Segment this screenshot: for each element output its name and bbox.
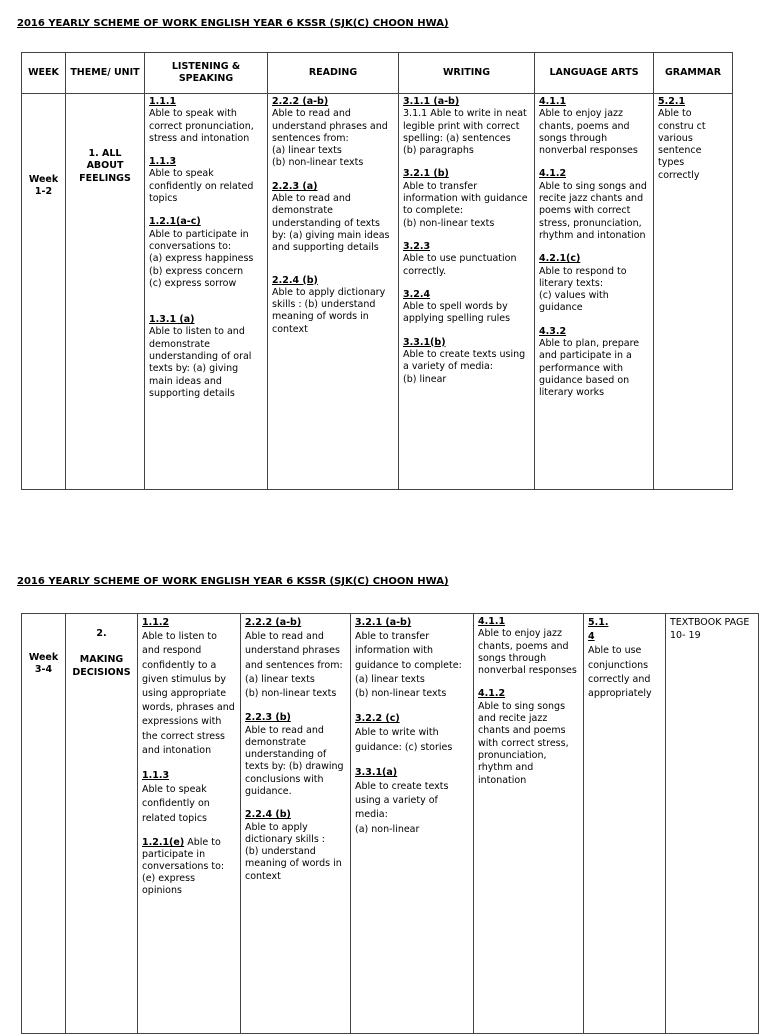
header-listening-speaking: LISTENING & SPEAKING xyxy=(145,53,268,94)
standard-text: Able to apply dictionary skills : (b) understand meaning of words in context xyxy=(245,821,342,882)
standard-code: 2.2.2 (a-b) xyxy=(272,96,329,107)
listening-speaking-cell xyxy=(145,94,268,490)
week-cell xyxy=(22,94,66,490)
standard-text: Able to sing songs and recite jazz chants and poems with correct stress, pronunciation, rhythm and intonation xyxy=(539,180,647,241)
standard-code: 1.3.1 (a) xyxy=(149,314,195,326)
standard-code: 3.2.3 xyxy=(403,240,431,252)
listening-speaking-cell xyxy=(138,614,241,1034)
standard-code: 3.3.1(b) xyxy=(403,336,446,348)
standard-code: 4.1.1 xyxy=(478,616,506,627)
standard-text: Able to participate in conversations to: (e) express opinions xyxy=(142,836,225,896)
grammar-cell xyxy=(584,614,666,1034)
header-reading: READING xyxy=(268,53,399,94)
standard-text: 3.1.1 Able to write in neat legible print with correct spelling: (a) sentences (b) paragraphs xyxy=(403,108,527,157)
table-row xyxy=(22,94,733,490)
standard-code: 2.2.3 (b) xyxy=(245,712,291,724)
scheme-table-week-1-2 xyxy=(21,52,733,490)
standard-text: Able to enjoy jazz chants, poems and songs through nonverbal responses xyxy=(539,108,638,157)
standard-code: 3.2.1 (a-b) xyxy=(355,617,412,628)
standard-code: 1.1.3 xyxy=(149,156,177,168)
theme-number: 2. xyxy=(96,628,107,639)
header-language-arts: LANGUAGE ARTS xyxy=(535,53,654,94)
standard-text: Able to use conjunctions correctly and appropriately xyxy=(588,645,652,700)
standard-code: 3.2.1 (b) xyxy=(403,168,449,180)
standard-code: 3.3.1(a) xyxy=(355,766,398,778)
standard-text: Able to spell words by applying spelling rules xyxy=(403,301,511,325)
standard-text: Able to read and understand phrases and sentences from: (a) linear texts (b) non-linear texts xyxy=(245,631,343,700)
standard-code: 5.1. 4 xyxy=(588,617,609,643)
standard-text: Able to sing songs and recite jazz chants and poems with correct stress, pronunciation, rhythm and intonation xyxy=(478,700,569,786)
standard-text: Able to read and understand phrases and sentences from: (a) linear texts (b) non-linear texts xyxy=(272,108,388,169)
textbook-reference: TEXTBOOK PAGE 10- 19 xyxy=(670,617,750,641)
standard-text: Able to listen to and respond confidently to a given stimulus by using appropriate words, phrases and expressions with the correct stress and intonation xyxy=(142,631,235,756)
standard-text: Able to transfer information with guidance to complete: (a) linear texts (b) non-linear texts xyxy=(355,631,462,700)
standard-text: Able to speak confidently on related topics xyxy=(149,168,254,205)
week-label: Week 3-4 xyxy=(28,652,59,676)
document-title-page-2: 2016 YEARLY SCHEME OF WORK ENGLISH YEAR 6 KSSR (SJK(C) CHOON HWA) xyxy=(17,576,449,587)
standard-text: Able to respond to literary texts: (c) values with guidance xyxy=(539,265,627,314)
writing-cell xyxy=(351,614,474,1034)
standard-text: Able to speak confidently on related topics xyxy=(142,784,210,824)
standard-code: 4.1.2 xyxy=(478,688,506,700)
writing-cell xyxy=(399,94,535,490)
table-header-row xyxy=(22,53,733,94)
reading-cell xyxy=(268,94,399,490)
standard-text: Able to use punctuation correctly. xyxy=(403,253,517,277)
document-title: 2016 YEARLY SCHEME OF WORK ENGLISH YEAR 6 KSSR (SJK(C) CHOON HWA) xyxy=(17,18,449,29)
standard-code: 2.2.4 (b) xyxy=(245,809,291,821)
standard-text: Able to enjoy jazz chants, poems and songs through nonverbal responses xyxy=(478,628,577,677)
standard-text: Able to create texts using a variety of media: (b) linear xyxy=(403,349,526,385)
standard-text: Able to read and demonstrate understanding of texts by: (b) drawing conclusions with guidance. xyxy=(245,724,344,797)
week-cell xyxy=(22,614,66,1034)
standard-code: 4.1.1 xyxy=(539,96,567,107)
standard-text: Able to apply dictionary skills : (b) understand meaning of words in context xyxy=(272,286,386,335)
theme-label: MAKING DECISIONS xyxy=(72,654,131,678)
header-writing: WRITING xyxy=(399,53,535,94)
grammar-cell xyxy=(654,94,733,490)
week-label: Week 1-2 xyxy=(28,174,59,198)
standard-text: Able to constru ct various sentence types correctly xyxy=(658,108,706,181)
reading-cell xyxy=(241,614,351,1034)
theme-cell xyxy=(66,614,138,1034)
standard-text: Able to plan, prepare and participate in a performance with guidance based on literary works xyxy=(539,338,640,399)
header-week: WEEK xyxy=(22,53,66,94)
table-row xyxy=(22,614,759,1034)
theme-label: 1. ALL ABOUT FEELINGS xyxy=(79,148,131,184)
notes-cell xyxy=(666,614,759,1034)
standard-code: 1.1.3 xyxy=(142,770,170,782)
standard-code: 4.1.2 xyxy=(539,168,567,180)
standard-code: 2.2.2 (a-b) xyxy=(245,617,302,628)
header-theme: THEME/ UNIT xyxy=(66,53,145,94)
theme-cell xyxy=(66,94,145,490)
standard-code: 2.2.3 (a) xyxy=(272,180,318,192)
language-arts-cell xyxy=(474,614,584,1034)
header-grammar: GRAMMAR xyxy=(654,53,733,94)
standard-code: 1.2.1(e) xyxy=(142,836,185,848)
standard-text: Able to participate in conversations to: (a) express happiness (b) express concern (c) express sorrow xyxy=(149,228,254,289)
standard-code: 3.2.2 (c) xyxy=(355,713,400,725)
standard-code: 3.1.1 (a-b) xyxy=(403,96,460,107)
standard-code: 1.2.1(a-c) xyxy=(149,216,201,228)
standard-code: 1.1.2 xyxy=(142,617,170,628)
standard-text: Able to transfer information with guidance to complete: (b) non-linear texts xyxy=(403,180,528,229)
standard-code: 2.2.4 (b) xyxy=(272,274,318,286)
standard-code: 4.3.2 xyxy=(539,325,567,337)
standard-text: Able to write with guidance: (c) stories xyxy=(355,727,453,753)
standard-code: 4.2.1(c) xyxy=(539,253,581,265)
language-arts-cell xyxy=(535,94,654,490)
standard-code: 5.2.1 xyxy=(658,96,686,107)
standard-text: Able to listen to and demonstrate understanding of oral texts by: (a) giving main ideas and supporting details xyxy=(149,326,252,399)
standard-text: Able to create texts using a variety of media: (a) non-linear xyxy=(355,781,449,835)
standard-text: Able to speak with correct pronunciation, stress and intonation xyxy=(149,108,254,144)
standard-code: 3.2.4 xyxy=(403,288,431,300)
standard-text: Able to read and demonstrate understanding of texts by: (a) giving main ideas and supporting details xyxy=(272,193,390,254)
scheme-table-week-3-4 xyxy=(21,613,759,1034)
standard-code: 1.1.1 xyxy=(149,96,177,107)
